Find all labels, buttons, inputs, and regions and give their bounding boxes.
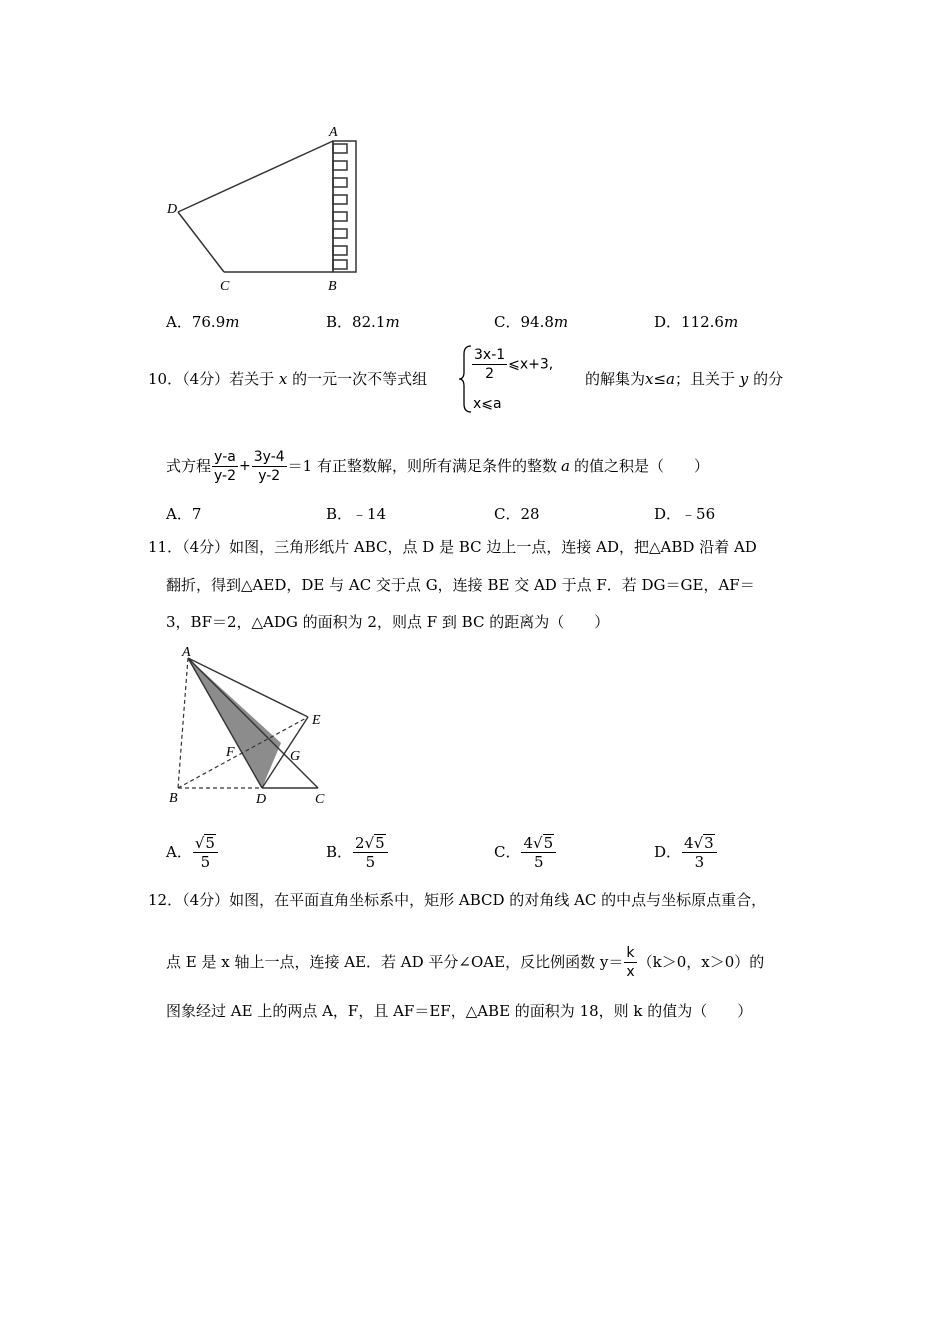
fig11-label-e: E (312, 713, 321, 728)
q12-text: 点 E 是 x 轴上一点，连接 AE．若 AD 平分∠OAE，反比例函数 y＝ (166, 953, 624, 971)
option-letter: D． (654, 313, 682, 331)
q9-option-d (654, 312, 738, 332)
fig11-label-c: C (315, 792, 325, 807)
q12-line2 (166, 940, 764, 984)
q10-cond: x≤a (645, 370, 675, 388)
option-letter: D． (654, 843, 682, 861)
radicand: 3 (704, 833, 714, 852)
q11-text: （4分）如图，三角形纸片 ABC，点 D 是 BC 边上一点，连接 AD，把△ABD 沿着 AD (182, 538, 757, 556)
system-line1 (471, 346, 553, 383)
frac-denominator: x (626, 963, 635, 980)
option-unit: m (225, 313, 240, 331)
radical-coef: 2 (355, 833, 365, 852)
option-letter: C． (494, 313, 521, 331)
option-letter: B． (326, 505, 353, 523)
radicand: 5 (543, 833, 554, 852)
q9-option-b (326, 312, 400, 332)
fig9-label-a: A (329, 125, 338, 140)
frac-denominator: 5 (534, 852, 544, 871)
frac-denominator: y-2 (214, 467, 237, 484)
option-unit: m (385, 313, 400, 331)
q10-line2 (166, 445, 709, 487)
option-value: 76.9 (191, 313, 226, 331)
fig9-label-b: B (328, 279, 337, 294)
figure-q9 (160, 120, 370, 300)
q9-option-c (494, 312, 568, 332)
radical-coef: 4 (684, 833, 694, 852)
q11-option-c: C． $\frac{4√5}{5}$ (494, 826, 557, 878)
option-value: 28 (520, 505, 540, 523)
var-x: x (278, 370, 288, 388)
q10-text: 的值之积是（ ） (573, 457, 709, 475)
q10-text: 式方程 (166, 457, 212, 475)
fig11-label-f: F (226, 745, 235, 760)
question-number: 12． (148, 891, 183, 909)
question-number: 11． (148, 538, 183, 556)
q11-option-b: B． $\frac{2√5}{5}$ (326, 826, 389, 878)
option-unit: m (723, 313, 739, 331)
option-value: 7 (191, 505, 202, 523)
frac-numerator: 3x-1 (474, 347, 506, 363)
option-value: ﹣56 (681, 505, 716, 523)
option-letter: B． (326, 843, 353, 861)
q11-line1 (148, 537, 757, 557)
frac-numerator: k (624, 944, 636, 963)
radical-coef: 4 (523, 833, 534, 852)
frac-denominator: 2 (485, 366, 495, 382)
q10-text: ＝1 有正整数解，则所有满足条件的整数 (287, 457, 557, 475)
fig9-label-c: C (220, 279, 230, 294)
option-value: 82.1 (352, 313, 386, 331)
var-y: y (739, 370, 749, 388)
q11-line3: 3，BF＝2，△ADG 的面积为 2，则点 F 到 BC 的距离为（ ） (166, 613, 610, 631)
q10-line1-left (148, 369, 427, 389)
system-line2: x⩽a (473, 396, 502, 412)
frac-numerator: y-a (212, 448, 238, 467)
q11-option-d: D． $\frac{4√3}{3}$ (654, 826, 718, 878)
frac-numerator: 3y-4 (253, 448, 285, 465)
var-a: a (560, 457, 570, 475)
radicand: 5 (375, 833, 385, 852)
fig11-label-b: B (169, 791, 178, 806)
option-letter: A． (166, 505, 192, 523)
figure-q11 (160, 640, 340, 810)
option-value: ﹣14 (352, 505, 387, 523)
fig11-label-d: D (256, 792, 267, 807)
frac-denominator: y-2 (258, 467, 281, 484)
fig9-label-d: D (167, 202, 178, 217)
q10-text: ；且关于 (675, 370, 736, 388)
q10-line1-right (585, 369, 783, 389)
frac-denominator: 5 (365, 852, 376, 871)
q10-text: 的分 (753, 370, 784, 388)
q9-option-a (166, 312, 239, 332)
option-letter: B． (326, 313, 353, 331)
question-number: 10． (148, 370, 183, 388)
q10-option-b (326, 504, 386, 524)
radicand: 5 (205, 833, 215, 852)
q11-line2: 翻折，得到△AED，DE 与 AC 交于点 G，连接 BE 交 AD 于点 F．若 DG＝GE，AF＝ (166, 576, 755, 594)
option-letter: D． (654, 505, 682, 523)
q10-text: （4分）若关于 (182, 370, 275, 388)
option-value: 112.6 (681, 313, 724, 331)
q10-option-c (494, 504, 540, 524)
q10-text: 的一元一次不等式组 (292, 370, 428, 388)
q10-option-d (654, 504, 715, 524)
q12-text: （4分）如图，在平面直角坐标系中，矩形 ABCD 的对角线 AC 的中点与坐标原点重合， (182, 891, 767, 909)
q10-option-a (166, 504, 201, 524)
q12-line3: 图象经过 AE 上的两点 A，F，且 AF＝EF，△ABE 的面积为 18，则 k 的值为（ ） (166, 1002, 753, 1020)
option-letter: C． (494, 505, 521, 523)
fig11-label-a: A (182, 645, 191, 660)
plus-sign: + (239, 458, 251, 474)
system-rest: ⩽x+3, (508, 356, 554, 373)
option-unit: m (553, 313, 569, 331)
q11-option-a: A． $\frac{√5}{5}$ (166, 826, 219, 878)
fig11-label-g: G (290, 749, 301, 764)
frac-denominator: 3 (694, 852, 705, 871)
frac-denominator: 5 (200, 852, 211, 871)
q12-text: （k＞0，x＞0）的 (637, 953, 765, 971)
option-letter: C． (494, 843, 521, 861)
option-letter: A． (166, 313, 192, 331)
q12-line1 (148, 890, 766, 910)
option-letter: A． (166, 843, 192, 861)
q10-text: 的解集为 (585, 370, 646, 388)
option-value: 94.8 (520, 313, 554, 331)
